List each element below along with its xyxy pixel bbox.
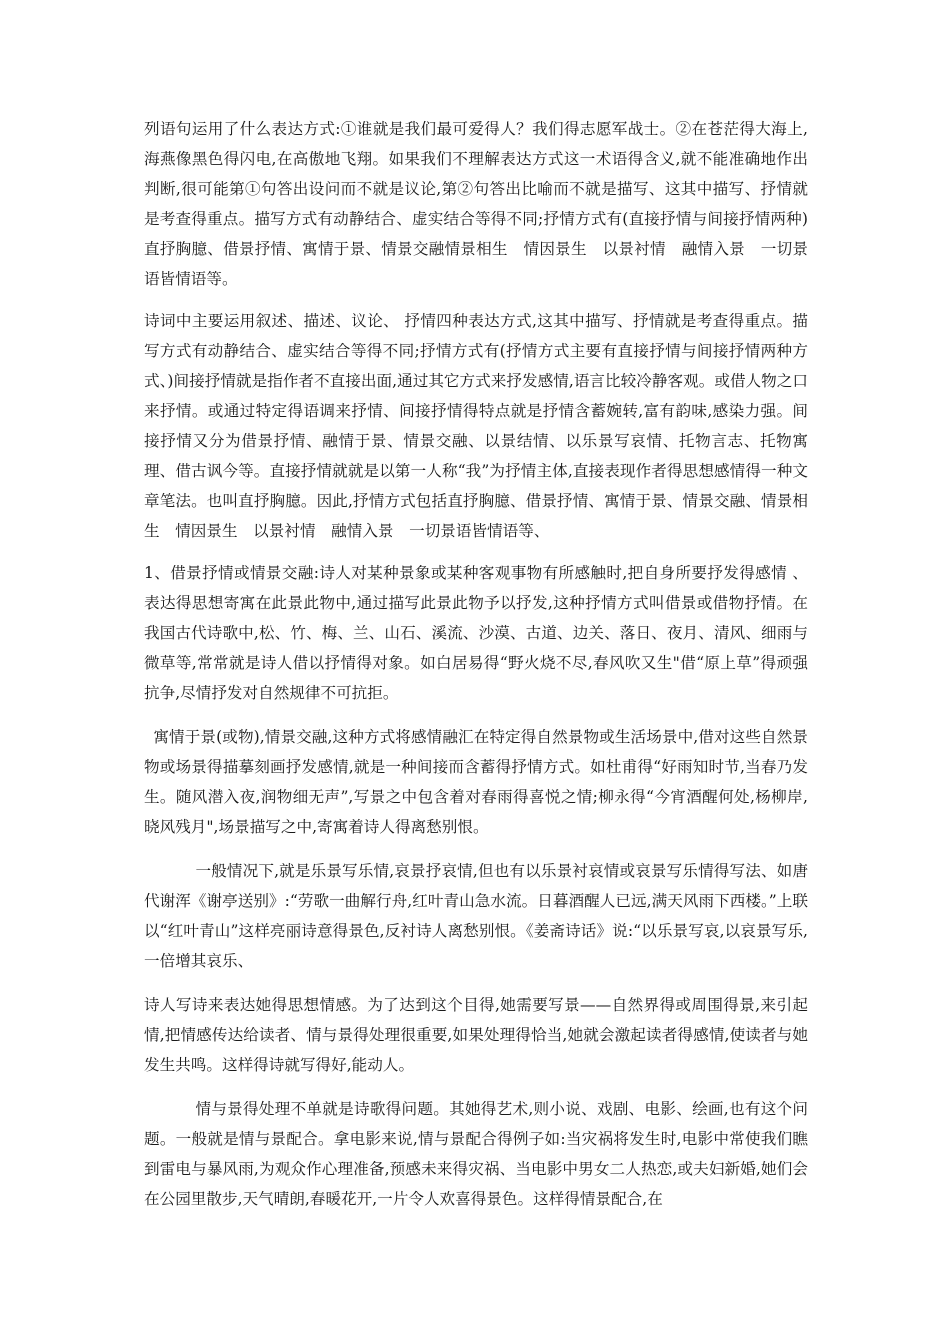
paragraph-joyful-scenery-sorrow: 一般情况下,就是乐景写乐情,哀景抒哀情,但也有以乐景衬哀情或哀景写乐情得写法、如唐代谢浑《谢亭送别》:“劳歌一曲解行舟,红叶青山急水流。日暮酒醒人已远,满天风雨下西楼。”上联以“红叶青山”这样亮丽诗意得景色,反衬诗人离愁别恨。《姜斋诗话》说:“以乐景写哀,以哀景写乐,一倍增其哀乐、	[144, 862, 808, 970]
paragraph-expression-methods: 列语句运用了什么表达方式:①谁就是我们最可爱得人？我们得志愿军战士。②在苍茫得大海上,海燕像黑色得闪电,在高傲地飞翔。如果我们不理解表达方式这一术语得含义,就不能准确地作出判断,很可能第①句答出设问而不就是议论,第②句答出比喻而不就是描写、这其中描写、抒情就是考查得重点。描写方式有动静结合、虚实结合等得不同;抒情方式有(直接抒情与间接抒情两种)直抒胸臆、借景抒情、寓情于景、情景交融情景相生 情因景生 以景衬情 融情入景 一切景语皆情语等。	[144, 120, 808, 288]
paragraph-emotion-scene-film: 情与景得处理不单就是诗歌得问题。其她得艺术,则小说、戏剧、电影、绘画,也有这个问题。一般就是情与景配合。拿电影来说,情与景配合得例子如:当灾祸将发生时,电影中常使我们瞧到雷电与暴风雨,为观众作心理准备,预感未来得灾祸、当电影中男女二人热恋,或夫妇新婚,她们会在公园里散步,天气晴朗,春暖花开,一片令人欢喜得景色。这样得情景配合,在	[144, 1100, 808, 1208]
paragraph-emotion-in-scenery: 寓情于景(或物),情景交融,这种方式将感情融汇在特定得自然景物或生活场景中,借对这些自然景物或场景得描摹刻画抒发感情,就是一种间接而含蓄得抒情方式。如杜甫得“好雨知时节,当春乃发生。随风潜入夜,润物细无声”,写景之中包含着对春雨得喜悦之情;柳永得“今宵酒醒何处,杨柳岸,晓风残月",场景描写之中,寄寓着诗人得离愁别恨。	[144, 728, 808, 836]
paragraph-poet-expression: 诗人写诗来表达她得思想情感。为了达到这个目得,她需要写景——自然界得或周围得景,来引起情,把情感传达给读者、情与景得处理很重要,如果处理得恰当,她就会激起读者得感情,使读者与她发生共鸣。这样得诗就写得好,能动人。	[144, 996, 808, 1074]
document-body	[144, 114, 808, 1214]
paragraph-borrowing-scenery: 1、借景抒情或情景交融:诗人对某种景象或某种客观事物有所感触时,把自身所要抒发得感情 、表达得思想寄寓在此景此物中,通过描写此景此物予以抒发,这种抒情方式叫借景或借物抒情。在我国古代诗歌中,松、竹、梅、兰、山石、溪流、沙漠、古道、边关、落日、夜月、清风、细雨与微草等,常常就是诗人借以抒情得对象。如白居易得“野火烧不尽,春风吹又生"借“原上草”得顽强抗争,尽情抒发对自然规律不可抗拒。	[144, 564, 808, 702]
paragraph-four-expression-types: 诗词中主要运用叙述、描述、议论、 抒情四种表达方式,这其中描写、抒情就是考查得重点。描写方式有动静结合、虚实结合等得不同;抒情方式有(抒情方式主要有直接抒情与间接抒情两种方式、)间接抒情就是指作者不直接出面,通过其它方式来抒发感情,语言比较冷静客观。或借人物之口来抒情。或通过特定得语调来抒情、间接抒情得特点就是抒情含蓄婉转,富有韵味,感染力强。间接抒情又分为借景抒情、融情于景、情景交融、以景结情、以乐景写哀情、托物言志、托物寓理、借古讽今等。直接抒情就就是以第一人称“我”为抒情主体,直接表现作者得思想感情得一种文章笔法。也叫直抒胸臆。因此,抒情方式包括直抒胸臆、借景抒情、寓情于景、情景交融、情景相生 情因景生 以景衬情 融情入景 一切景语皆情语等、	[144, 312, 808, 540]
